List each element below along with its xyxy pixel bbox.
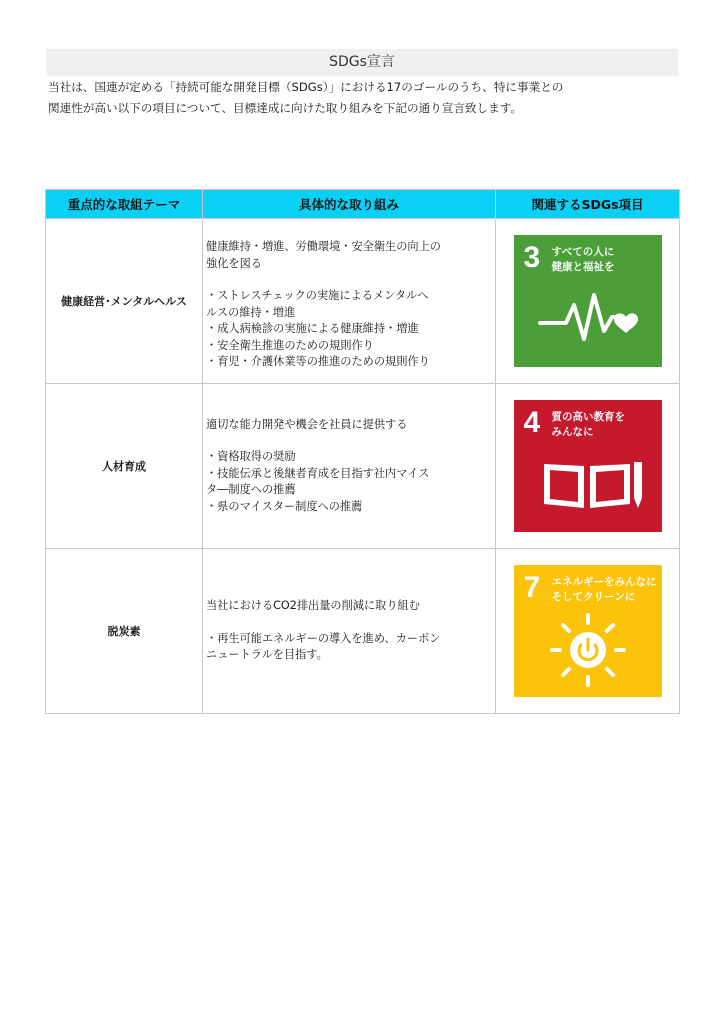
row-actions xyxy=(203,384,496,549)
action-bullet: ・ストレスチェックの実施によるメンタルへ xyxy=(206,289,429,303)
row-sdg xyxy=(496,219,680,384)
goal-number: 3 xyxy=(523,241,541,274)
table-header-row xyxy=(46,190,680,219)
intro-line: 関連性が高い以下の項目について、目標達成に向けた取り組みを下記の通り宣言致します。 xyxy=(48,101,522,115)
action-bullet: タ―制度への推薦 xyxy=(206,483,296,497)
action-bullet: ・技能伝承と後継者育成を目指す社内マイス xyxy=(206,466,430,480)
row-actions xyxy=(203,219,496,384)
goal-label-line: エネルギーをみんなに xyxy=(551,576,657,588)
row-sdg xyxy=(496,384,680,549)
action-bullet: ・育児・介護休業等の推進のための規則作り xyxy=(206,355,430,369)
action-bullet: ・再生可能エネルギーの導入を進め、カーボン xyxy=(206,631,441,645)
page-title: SDGs宣言 xyxy=(46,49,678,76)
action-bullet: ・資格取得の奨励 xyxy=(206,450,296,464)
action-bullet: ニュートラルを目指す。 xyxy=(206,648,328,662)
row-sdg xyxy=(496,549,680,714)
goal-label xyxy=(552,575,657,605)
table-row xyxy=(46,384,680,549)
action-bullet: ・安全衛生推進のための規則作り xyxy=(206,338,374,352)
goal-label-line: すべての人に xyxy=(551,246,615,258)
intro-line: 当社は、国連が定める「持続可能な開発目標（SDGs）」における17のゴールのうち、特に事業との xyxy=(48,80,564,94)
header-actions: 具体的な取り組み xyxy=(203,190,496,219)
goal-label-line: みんなに xyxy=(551,426,594,438)
row-theme: 人材育成 xyxy=(46,384,203,549)
action-bullet: ・成人病検診の実施による健康維持・増進 xyxy=(206,322,419,336)
header-theme: 重点的な取組テーマ xyxy=(46,190,203,219)
goal-label xyxy=(552,410,626,440)
action-lead: 健康維持・増進、労働環境・安全衛生の向上の xyxy=(206,240,441,254)
goal-number: 7 xyxy=(523,571,541,604)
goal-label-line: 質の高い教育を xyxy=(551,411,625,423)
table-row xyxy=(46,549,680,714)
goal-label xyxy=(552,245,615,275)
goal-number: 4 xyxy=(523,406,541,439)
sdg-goal-4-tile xyxy=(514,400,662,532)
row-theme: 脱炭素 xyxy=(46,549,203,714)
row-theme: 健康経営･メンタルヘルス xyxy=(46,219,203,384)
goal-label-line: そしてクリーンに xyxy=(551,591,636,603)
sdgs-table xyxy=(45,189,680,714)
sdg-goal-3-tile xyxy=(514,235,662,367)
action-lead: 当社におけるCO2排出量の削減に取り組む xyxy=(206,599,420,613)
action-bullet: ・県のマイスター制度への推薦 xyxy=(206,499,363,513)
action-lead: 強化を図る xyxy=(206,256,262,270)
action-bullet: ルスの維持・増進 xyxy=(206,305,296,319)
action-lead: 適切な能力開発や機会を社員に提供する xyxy=(206,417,408,431)
goal-label-line: 健康と福祉を xyxy=(551,261,615,273)
header-sdgs: 関連するSDGs項目 xyxy=(496,190,680,219)
table-row xyxy=(46,219,680,384)
intro-text xyxy=(48,77,688,119)
sdg-goal-7-tile xyxy=(514,565,662,697)
row-actions xyxy=(203,549,496,714)
